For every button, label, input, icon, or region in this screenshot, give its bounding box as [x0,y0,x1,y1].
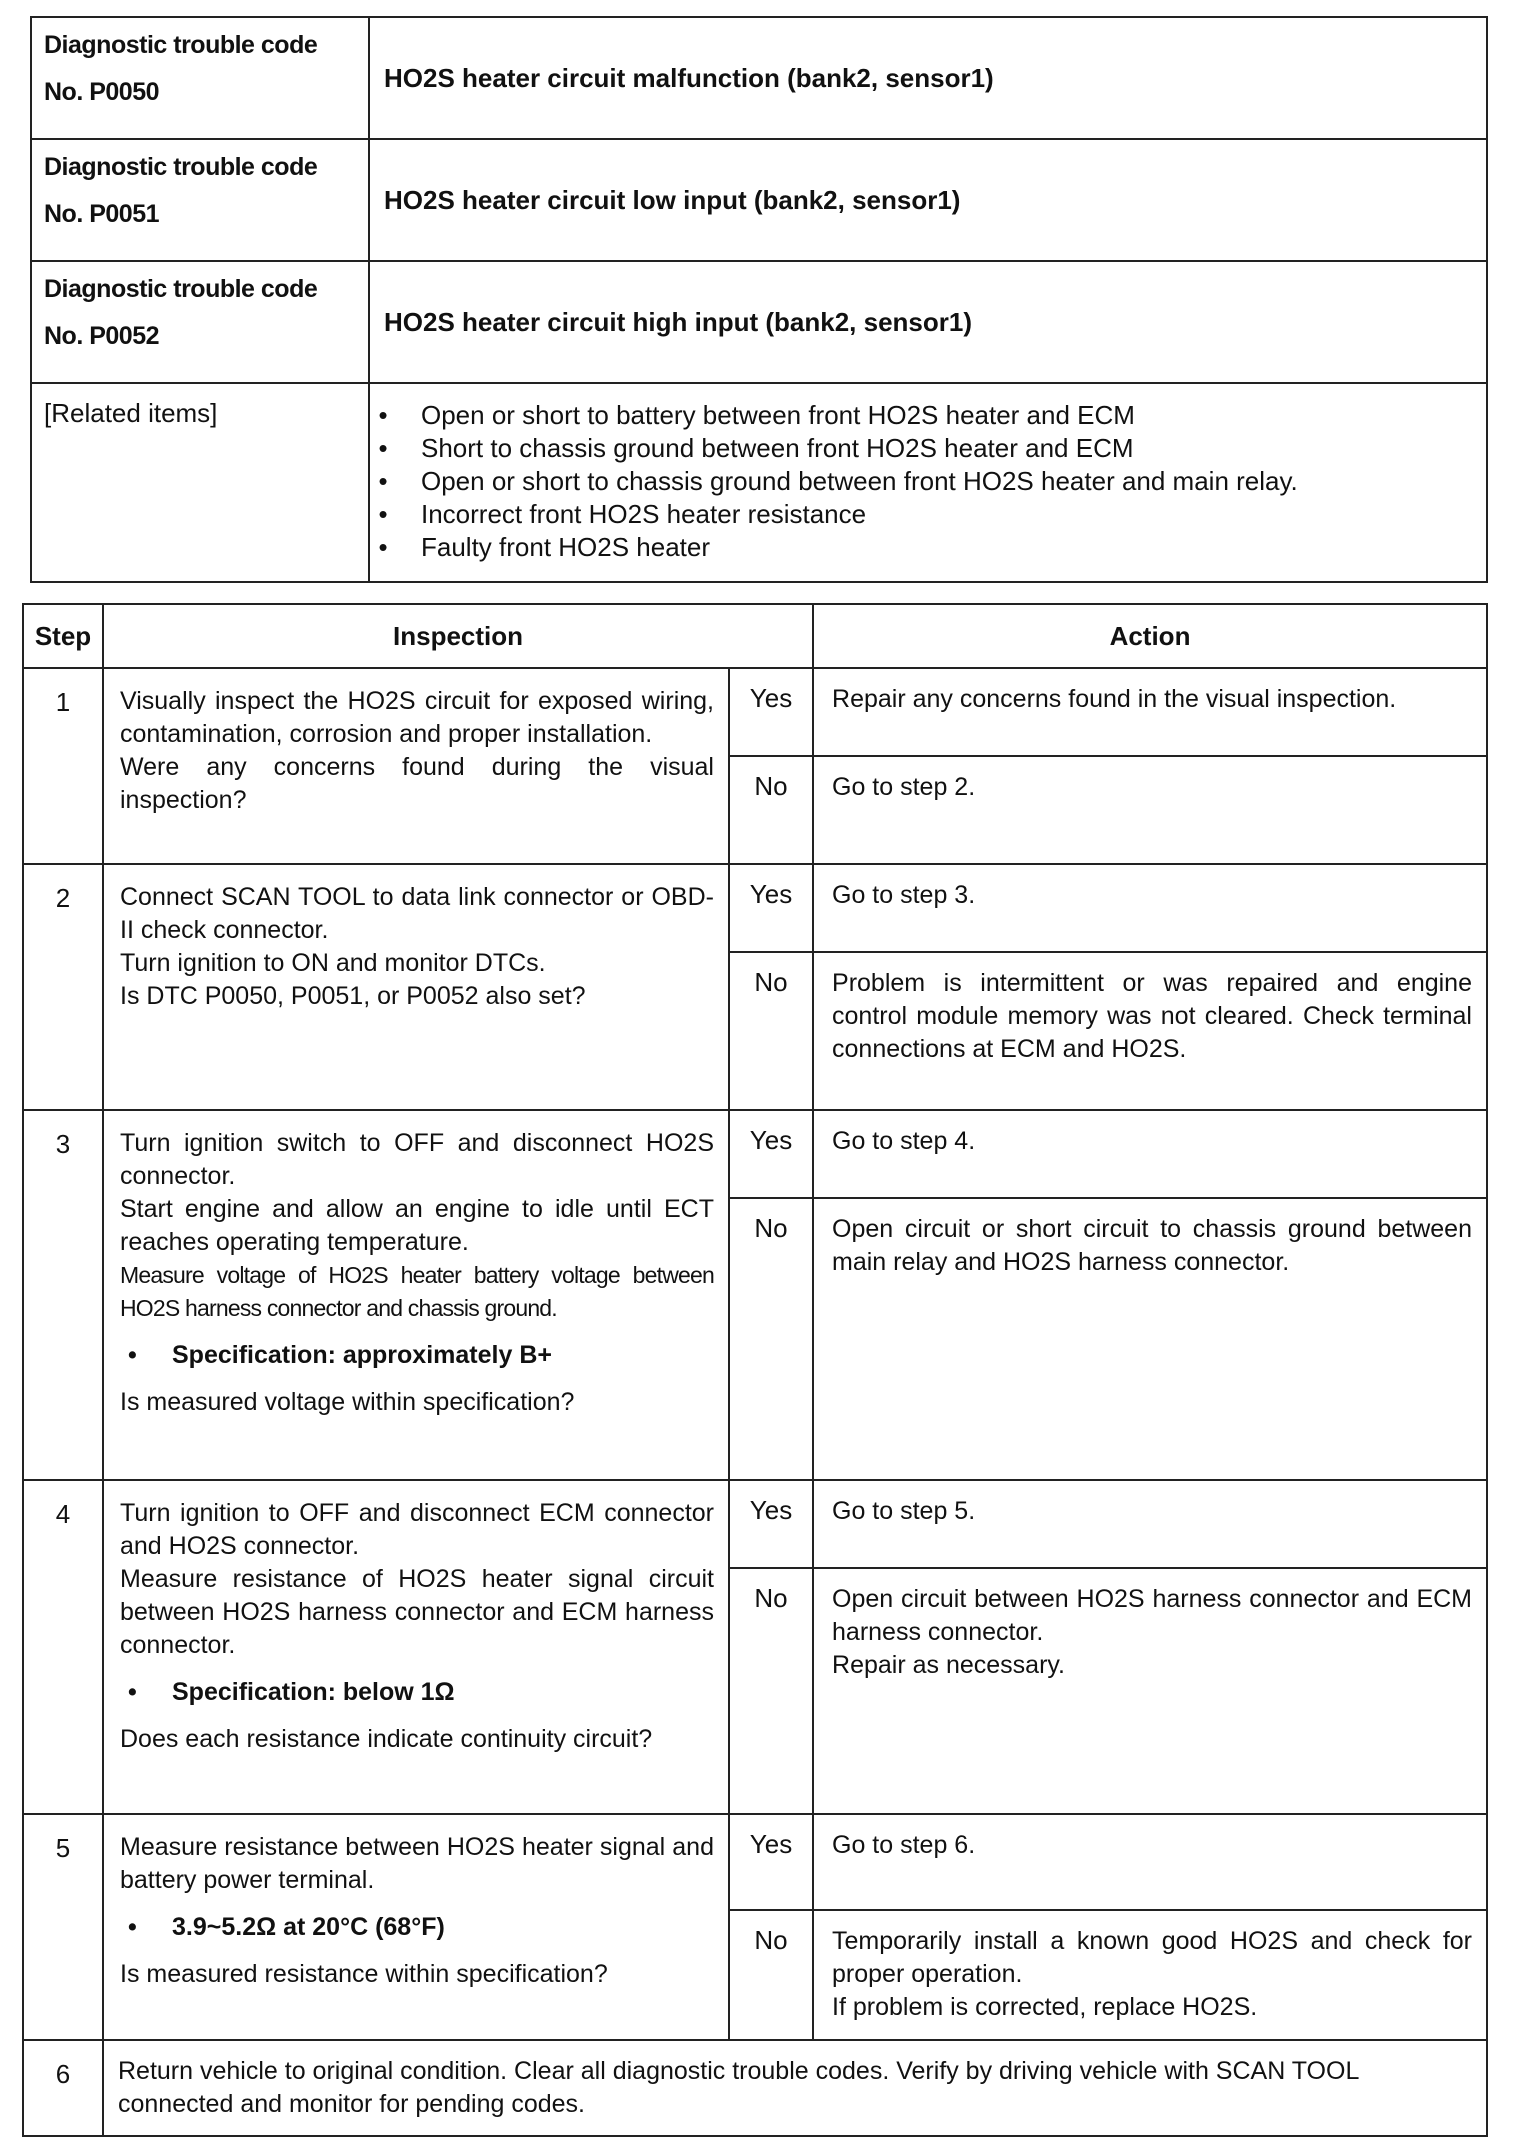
related-item [378,531,1485,564]
dtc-row [31,17,1487,139]
inspection-text: Turn ignition to ON and monitor DTCs. [120,949,546,977]
step-row-5-yes [23,1814,1487,1910]
dtc-description: HO2S heater circuit high input (bank2, sensor1) [369,261,1487,383]
dtc-code-number: No. P0050 [44,78,160,106]
related-items-row [31,383,1487,582]
bullet-icon: • [378,499,388,529]
specification [120,1676,714,1709]
step-number: 6 [23,2040,103,2136]
related-item-text: Incorrect front HO2S heater resistance [421,499,867,529]
no-action-text: Open circuit between HO2S harness connector and ECM harness connector. [832,1585,1472,1646]
no-label: No [729,756,813,864]
step-row-4-yes [23,1480,1487,1568]
dtc-label-line1: Diagnostic trouble code [44,153,318,181]
inspection-question: Is measured resistance within specification? [120,1960,608,1988]
header-action: Action [813,604,1487,668]
step-inspection [103,668,729,864]
step-row-1-yes [23,668,1487,756]
related-items-label: [Related items] [31,383,369,582]
related-item [378,498,1485,531]
bullet-icon: • [378,400,388,430]
specification-text: 3.9~5.2Ω at 20°C (68°F) [172,1913,445,1941]
bullet-icon: • [128,1913,137,1941]
dtc-label-line1: Diagnostic trouble code [44,275,318,303]
dtc-description: HO2S heater circuit low input (bank2, sensor1) [369,139,1487,261]
no-action: Problem is intermittent or was repaired and engine control module memory was not cleared. Check terminal connections at ECM and HO2S. [813,952,1487,1110]
yes-action: Go to step 6. [813,1814,1487,1910]
dtc-code-label [31,139,369,261]
related-item-text: Short to chassis ground between front HO2S heater and ECM [421,433,1134,463]
inspection-text: Turn ignition switch to OFF and disconnect HO2S connector. [120,1129,714,1190]
step-inspection [103,864,729,1110]
bullet-icon: • [378,466,388,496]
yes-label: Yes [729,864,813,952]
step-inspection [103,1110,729,1480]
related-item [378,465,1485,498]
step-row-3-yes [23,1110,1487,1198]
no-label: No [729,1910,813,2040]
yes-action: Repair any concerns found in the visual inspection. [813,668,1487,756]
inspection-question: Does each resistance indicate continuity circuit? [120,1725,653,1753]
specification-text: Specification: below 1Ω [172,1678,455,1706]
no-action-text: If problem is corrected, replace HO2S. [832,1993,1258,2021]
inspection-text: Measure resistance of HO2S heater signal circuit between HO2S harness connector and ECM harness connector. [120,1565,714,1659]
no-label: No [729,952,813,1110]
step-number: 4 [23,1480,103,1814]
step-row-2-yes [23,864,1487,952]
no-action: Open circuit or short circuit to chassis ground between main relay and HO2S harness connector. [813,1198,1487,1480]
inspection-text: Measure resistance between HO2S heater signal and battery power terminal. [120,1833,714,1894]
step-row-6 [23,2040,1487,2136]
bullet-icon: • [128,1341,137,1369]
dtc-label-line1: Diagnostic trouble code [44,31,318,59]
related-item [378,432,1485,465]
step-number: 5 [23,1814,103,2040]
related-item [378,399,1485,432]
diagnostic-steps-table [22,603,1488,2137]
inspection-text: Connect SCAN TOOL to data link connector or OBD-II check connector. [120,883,714,944]
dtc-row [31,261,1487,383]
yes-action: Go to step 4. [813,1110,1487,1198]
dtc-header-table [30,16,1488,583]
inspection-question: Were any concerns found during the visual inspection? [120,753,714,814]
related-items-cell [369,383,1487,582]
related-item-text: Faulty front HO2S heater [421,532,711,562]
inspection-text: Turn ignition to OFF and disconnect ECM connector and HO2S connector. [120,1499,714,1560]
no-action [813,1568,1487,1814]
bullet-icon: • [128,1678,137,1706]
yes-action: Go to step 5. [813,1480,1487,1568]
inspection-text: Measure voltage of HO2S heater battery voltage between HO2S harness connector and chassis ground. [120,1262,714,1321]
specification [120,1911,714,1944]
specification [120,1339,714,1372]
step-number: 3 [23,1110,103,1480]
inspection-question: Is DTC P0050, P0051, or P0052 also set? [120,982,586,1010]
related-item-text: Open or short to battery between front HO2S heater and ECM [421,400,1135,430]
inspection-text: Visually inspect the HO2S circuit for exposed wiring, contamination, corrosion and proper installation. [120,687,714,748]
related-item-text: Open or short to chassis ground between front HO2S heater and main relay. [421,466,1298,496]
dtc-code-label [31,261,369,383]
no-action: Go to step 2. [813,756,1487,864]
table-header-row [23,604,1487,668]
no-label: No [729,1198,813,1480]
no-label: No [729,1568,813,1814]
step-full-text: Return vehicle to original condition. Clear all diagnostic trouble codes. Verify by driving vehicle with SCAN TOOL connected and monitor for pending codes. [103,2040,1487,2136]
dtc-row [31,139,1487,261]
bullet-icon: • [378,532,388,562]
header-inspection: Inspection [103,604,813,668]
yes-label: Yes [729,1480,813,1568]
header-step: Step [23,604,103,668]
step-inspection [103,1480,729,1814]
yes-action: Go to step 3. [813,864,1487,952]
step-inspection [103,1814,729,2040]
step-number: 1 [23,668,103,864]
no-action [813,1910,1487,2040]
step-number: 2 [23,864,103,1110]
yes-label: Yes [729,668,813,756]
specification-text: Specification: approximately B+ [172,1341,552,1369]
bullet-icon: • [378,433,388,463]
no-action-text: Repair as necessary. [832,1651,1065,1679]
dtc-code-number: No. P0051 [44,200,160,228]
inspection-text: Start engine and allow an engine to idle until ECT reaches operating temperature. [120,1195,714,1256]
yes-label: Yes [729,1110,813,1198]
yes-label: Yes [729,1814,813,1910]
related-items-list [371,385,1485,580]
dtc-code-label [31,17,369,139]
dtc-code-number: No. P0052 [44,322,160,350]
inspection-question: Is measured voltage within specification? [120,1388,575,1416]
dtc-description: HO2S heater circuit malfunction (bank2, sensor1) [369,17,1487,139]
no-action-text: Temporarily install a known good HO2S and check for proper operation. [832,1927,1472,1988]
